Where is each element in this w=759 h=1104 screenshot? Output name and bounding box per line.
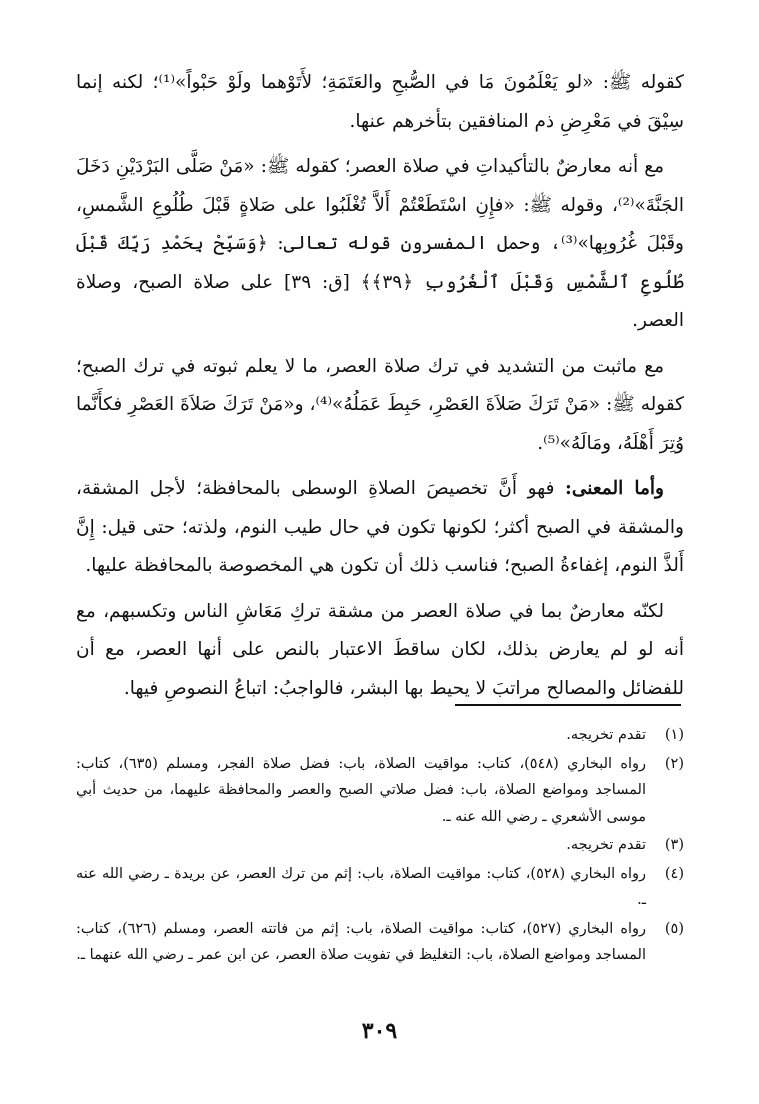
footnote-text: رواه البخاري (٥٢٨)، كتاب: مواقيت الصلاة، باب: إثم من ترك العصر، عن بريدة ـ رضي الله عنه ـ. [76,865,646,908]
paragraph [76,593,684,709]
footnote-text: تقدم تخريجه. [566,837,646,853]
paragraph-text: كقوله ﷺ: «لو يَعْلَمُونَ مَا في الصُّبحِ والعَتَمَةِ؛ لأَتَوْهما ولَوْ حَبْواً»⁽¹⁾؛ لكنه إنما سِيْقَ في مَعْرِضِ ذم المنافقين بتأخرهم عنها. [76,72,684,132]
paragraph [76,348,684,464]
paragraph-text: لكنّه معارضٌ بما في صلاة العصر من مشقة تركِ مَعَاشِ الناس وتكسبهم، مع أنه لو لم يعارض بذلك، لكان ساقطَ الاعتبار بالنص على أنها العصر، مع أن للفضائل والمصالح مراتبَ لا يحيط بها البشر، فالواجبُ: اتباعُ النصوصِ فيها. [76,600,684,699]
paragraph-lead: وأما المعنى: [565,478,664,499]
footnote [76,751,684,831]
paragraph [76,148,684,341]
body-text [76,64,684,715]
footnote-text: تقدم تخريجه. [566,727,646,743]
footnotes [76,722,684,971]
footnote [76,861,684,914]
footnote [76,832,684,859]
footnote-number: (٢) [664,755,684,772]
footnote-text: رواه البخاري (٥٤٨)، كتاب: مواقيت الصلاة، باب: فضل صلاة الفجر، ومسلم (٦٣٥)، كتاب: المساجد ومواضع الصلاة، باب: فضل صلاتي الصبح والعصر والمحافظة عليهما، من حديث أبي موسى الأشعري ـ رضي الله عنه ـ. [76,755,646,825]
paragraph [76,470,684,586]
page-number: ٣٠٩ [361,1018,398,1044]
paragraph-text: فهو أَنَّ تخصيصَ الصلاةِ الوسطى بالمحافظة؛ لأجل المشقة، والمشقة في الصبح أكثر؛ لكونها تكون في حال طيب النوم، ولذته؛ حتى قيل: إِنَّ أَلذَّ النوم، إغفاءةُ الصبح؛ فناسب ذلك أن تكون هي المخصوصة بالمحافظة عليها. [76,478,684,576]
paragraph-text: مع أنه معارضٌ بالتأكيداتِ في صلاة العصر؛ كقوله ﷺ: «مَنْ صَلَّى البَرْدَيْنِ دَخَلَ الجَنَّةَ»⁽²⁾، وقوله ﷺ: «فإِنِ اسْتَطَعْتُمْ أَلاَّ تُغْلَبُوا على صَلاةٍ قَبْلَ طُلُوعِ الشَّمسِ، وقَبْلَ غُرُوبِها»⁽³⁾، وحمل المفسرون قوله تعالى: ﴿وَسَبِّحْ بِحَمْدِ رَبِّكَ قَبْلَ طُلُوعِ ٱلشَّمْسِ وَقَبْلَ ٱلْغُرُوبِ ﴿٣٩﴾﴾ [ق: ٣٩] على صلاة الصبح، وصلاة العصر. [76,156,685,331]
footnote [76,916,684,969]
footnote-number: (١) [664,727,684,743]
footnote-number: (٤) [664,865,684,882]
footnote-number: (٣) [664,837,684,853]
footnote-number: (٥) [664,920,684,937]
footnote [76,722,684,749]
footnote-text: رواه البخاري (٥٢٧)، كتاب: مواقيت الصلاة، باب: إثم من فاتته العصر، ومسلم (٦٢٦)، كتاب: المساجد ومواضع الصلاة، باب: التغليظ في تفويت صلاة العصر، عن ابن عمر ـ رضي الله عنهما ـ. [76,920,646,963]
footnote-divider [455,704,681,706]
paragraph-text: مع ماثبت من التشديد في ترك صلاة العصر، ما لا يعلم ثبوته في ترك الصبح؛ كقوله ﷺ: «مَنْ تَرَكَ صَلاَةَ العَصْرِ، حَبِطَ عَمَلُهُ»⁽⁴⁾، و«مَنْ تَرَكَ صَلاَةَ العَصْرِ فكأَنَّما وُتِرَ أَهْلَهُ، ومَالَهُ»⁽⁵⁾. [76,355,684,454]
paragraph [76,64,684,141]
